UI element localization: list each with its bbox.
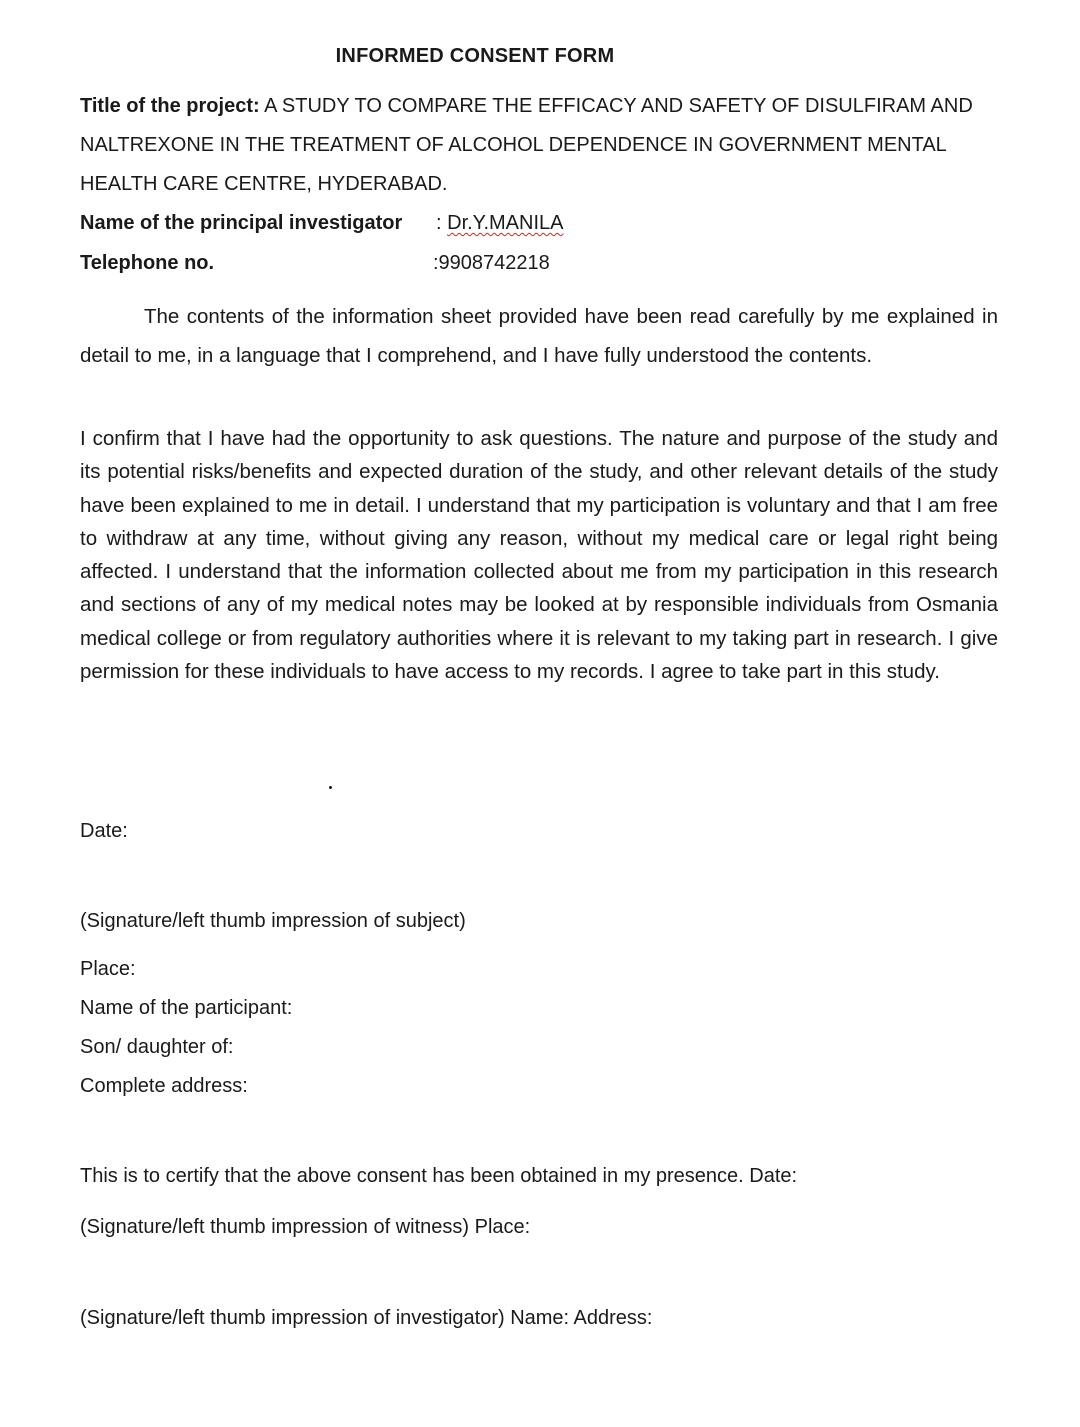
investigator-signature-label: (Signature/left thumb impression of investigator) Name: Address: bbox=[80, 1307, 653, 1329]
project-title-line-1 bbox=[80, 94, 973, 118]
telephone-value: :9908742218 bbox=[433, 252, 550, 274]
complete-address-label: Complete address: bbox=[80, 1075, 248, 1097]
project-title-label: Title of the project: bbox=[80, 95, 260, 117]
investigator-label: Name of the principal investigator bbox=[80, 212, 403, 234]
investigator-name: Dr.Y.MANILA bbox=[447, 212, 564, 234]
stray-dot bbox=[329, 786, 332, 789]
project-title-line-2: NALTREXONE IN THE TREATMENT OF ALCOHOL DEPENDENCE IN GOVERNMENT MENTAL bbox=[80, 134, 947, 156]
witness-signature-label: (Signature/left thumb impression of witness) Place: bbox=[80, 1216, 531, 1238]
parent-name-label: Son/ daughter of: bbox=[80, 1036, 234, 1058]
form-title: INFORMED CONSENT FORM bbox=[335, 45, 615, 67]
project-title-line-3: HEALTH CARE CENTRE, HYDERABAD. bbox=[80, 173, 448, 195]
subject-place-label: Place: bbox=[80, 958, 136, 980]
participant-name-label: Name of the participant: bbox=[80, 997, 293, 1019]
investigator-value bbox=[436, 211, 563, 235]
information-sheet-paragraph: The contents of the information sheet provided have been read carefully by me explained in detail to me, in a language that I comprehend, and I have fully understood the contents. bbox=[80, 305, 998, 367]
telephone-label: Telephone no. bbox=[80, 252, 215, 274]
subject-signature-label: (Signature/left thumb impression of subject) bbox=[80, 910, 466, 932]
subject-date-label: Date: bbox=[80, 820, 128, 842]
project-title-text-1: A STUDY TO COMPARE THE EFFICACY AND SAFETY OF DISULFIRAM AND bbox=[264, 95, 973, 117]
investigator-separator: : bbox=[436, 212, 442, 234]
witness-certification: This is to certify that the above consent has been obtained in my presence. Date: bbox=[80, 1165, 798, 1187]
confirmation-paragraph: I confirm that I have had the opportunity to ask questions. The nature and purpose of the study and its potential risks/benefits and expected duration of the study, and other relevant details of the study have been explained to me in detail. I understand that my participation is voluntary and that I am free to withdraw at any time, without giving any reason, without my medical care or legal right being affected. I understand that the information collected about me from my participation in this research and sections of any of my medical notes may be looked at by responsible individuals from Osmania medical college or from regulatory authorities where it is relevant to my taking part in research. I give permission for these individuals to have access to my records. I agree to take part in this study. bbox=[80, 427, 998, 684]
